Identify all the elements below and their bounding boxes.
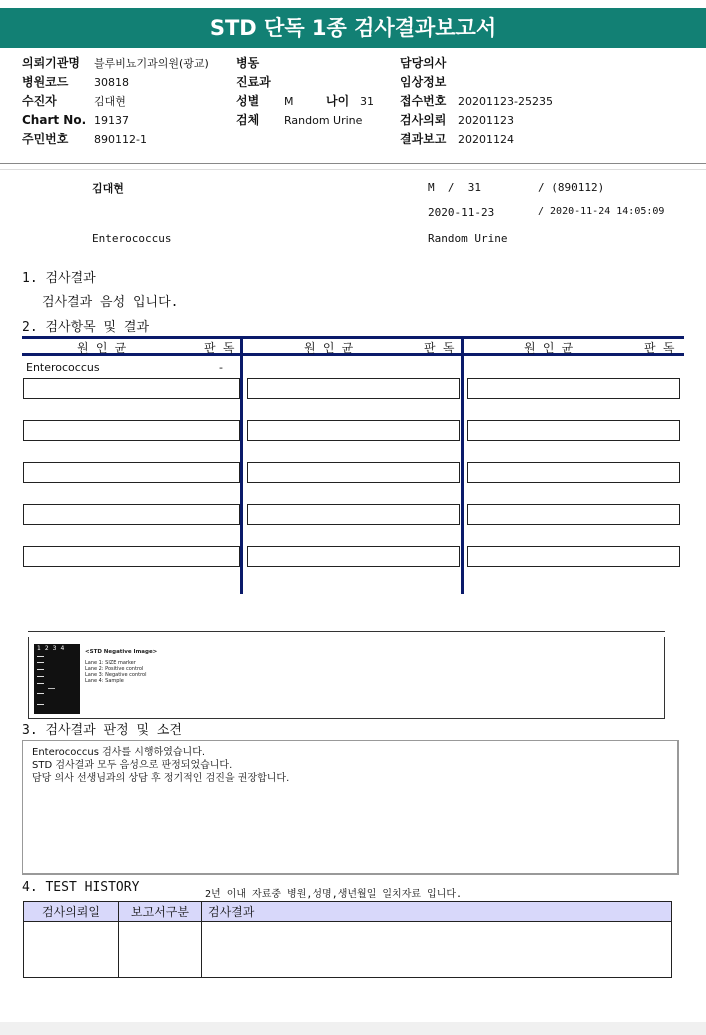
specimen-label: 검체 [236,113,260,127]
gel-band [37,662,44,663]
result-cell [467,546,680,567]
summary-birth: / (890112) [538,181,605,194]
result-cell [247,462,460,483]
result-cell [247,420,460,441]
gel-legend-item: Lane 1: SIZE marker [85,660,136,666]
report-date-label: 결과보고 [400,132,447,146]
gel-band [48,688,55,689]
result-organism: Enterococcus [26,361,100,374]
result-cell [467,420,680,441]
patient-name-label: 수진자 [22,94,57,108]
history-table [23,901,672,978]
department-label: 진료과 [236,75,271,89]
result-cell [23,378,240,399]
accession-no-value: 20201123-25235 [458,95,553,108]
opinion-line: 담당 의사 선생님과의 상담 후 정기적인 검진을 권장합니다. [32,773,290,784]
section4-heading: 4. TEST HISTORY [22,880,140,895]
gel-legend-item: Lane 2: Positive control [85,666,144,672]
clinical-info-label: 임상정보 [400,75,447,89]
age-value: 31 [360,95,374,108]
hospital-name-value: 블루비뇨기과의원(광교) [94,57,209,70]
gel-band [37,704,44,705]
gel-lane-number: 4 [60,645,69,652]
header-col1 [22,54,209,149]
section1-heading: 1. 검사결과 [22,271,96,286]
ward-label: 병동 [236,56,260,70]
history-col-request-date: 검사의뢰일 [24,902,119,922]
result-cell [247,546,460,567]
header-divider-shadow [0,169,706,170]
accession-no-label: 접수번호 [400,94,447,108]
summary-specimen: Random Urine [428,232,508,245]
gel-lane-number: 2 [44,645,53,652]
header-divider [0,163,706,164]
hospital-name-label: 의뢰기관명 [22,56,80,70]
patient-name-value: 김대현 [94,95,126,108]
col-organism-3: 원 인 균 [524,341,574,355]
report-date-value: 20201124 [458,133,514,146]
result-judgement: - [219,361,223,374]
history-col-report-type: 보고서구분 [119,902,202,922]
result-cell [23,420,240,441]
gel-band [37,656,44,657]
hospital-code-label: 병원코드 [22,75,69,89]
gel-legend-title: <STD Negative Image> [85,649,158,655]
history-cell [119,922,202,978]
sex-label: 성별 [236,94,260,108]
gel-band [37,676,44,677]
header-col3 [400,54,553,149]
summary-sex-age: M / 31 [428,181,481,194]
gel-legend-item: Lane 3: Negative control [85,672,147,678]
column-divider [461,336,464,594]
resident-no-value: 890112-1 [94,133,147,146]
result-cell [23,546,240,567]
history-note: 2년 이내 자료중 병원,성명,생년월일 일치자료 입니다. [205,889,463,900]
resident-no-label: 주민번호 [22,132,69,146]
sex-value: M [284,95,294,108]
header-col2 [236,54,374,130]
history-cell [24,922,119,978]
section3-heading: 3. 검사결과 판정 및 소견 [22,723,182,738]
summary-name: 김대현 [92,182,124,195]
gel-band [37,693,44,694]
section2-heading: 2. 검사항목 및 결과 [22,320,150,335]
col-judgement-1: 판 독 [204,341,235,355]
summary-date-reported: / 2020-11-24 14:05:09 [538,206,665,217]
gel-legend-item: Lane 4: Sample [85,678,124,684]
history-col-result: 검사결과 [202,902,672,922]
specimen-value: Random Urine [284,114,363,127]
chart-no-label: Chart No. [22,113,87,127]
opinion-line: STD 검사결과 모두 음성으로 판정되었습니다. [32,760,233,771]
report-title: STD 단독 1종 검사결과보고서 [0,8,706,48]
request-date-value: 20201123 [458,114,514,127]
gel-band [37,669,44,670]
result-table [22,336,684,594]
gel-band [37,683,44,684]
gel-image [34,644,80,714]
opinion-box [22,740,679,875]
gel-legend [85,649,157,684]
history-row [24,922,672,978]
doctor-label: 담당의사 [400,56,447,70]
col-organism-2: 원 인 균 [304,341,354,355]
gel-lane-number: 1 [37,645,45,652]
result-cell [23,462,240,483]
result-cell [247,504,460,525]
request-date-label: 검사의뢰 [400,113,447,127]
chart-no-value: 19137 [94,114,129,127]
hospital-code-value: 30818 [94,76,129,89]
age-label: 나이 [326,94,350,108]
result-cell [247,378,460,399]
result-cell [467,504,680,525]
image-top-rule [28,631,665,632]
summary-organism: Enterococcus [92,232,172,245]
result-cell [23,504,240,525]
result-cell [467,378,680,399]
result-cell [467,462,680,483]
col-judgement-2: 판 독 [424,341,455,355]
col-organism-1: 원 인 균 [77,341,127,355]
column-divider [240,336,243,594]
opinion-line: Enterococcus 검사를 시행하였습니다. [32,747,206,758]
section1-result-text: 검사결과 음성 입니다. [42,295,179,310]
summary-date-received: 2020-11-23 [428,206,495,219]
col-judgement-3: 판 독 [644,341,675,355]
history-cell [202,922,672,978]
gel-lane-number: 3 [52,645,61,652]
gel-lane-numbers [37,645,68,652]
